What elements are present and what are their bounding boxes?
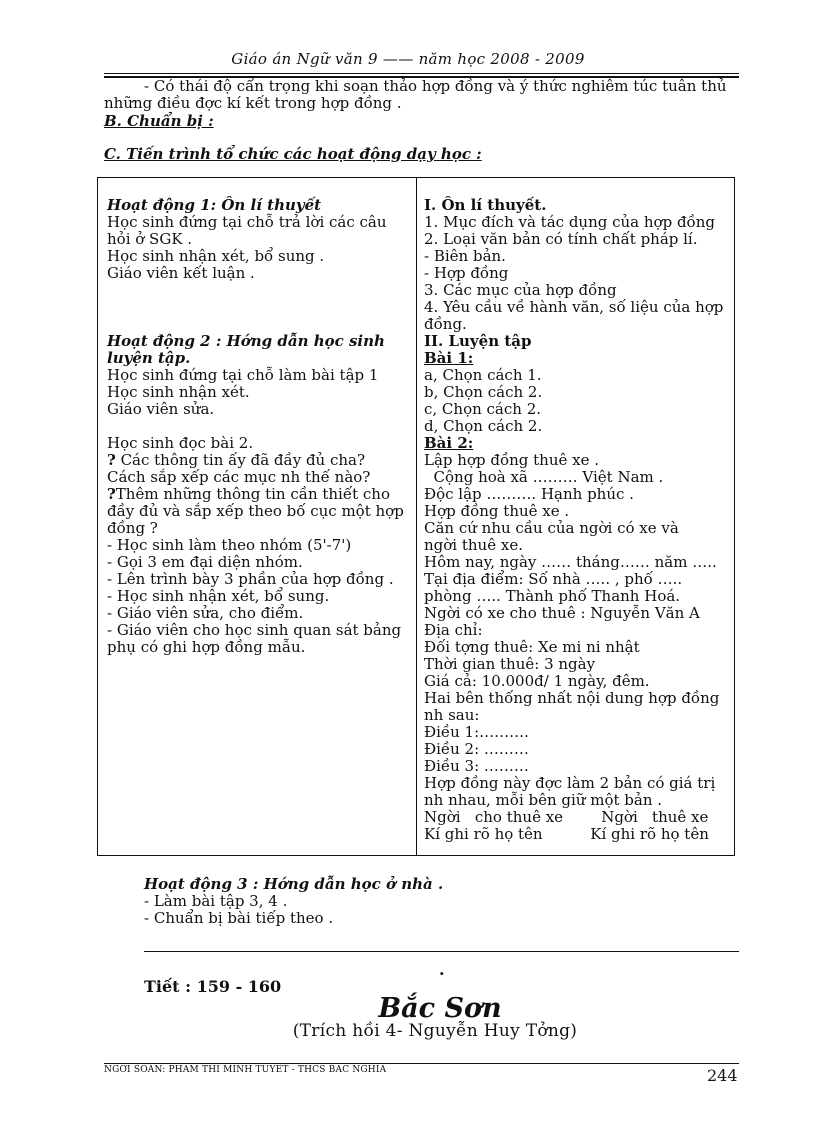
- list-item: 3. Các mục của hợp đồng: [424, 281, 617, 299]
- list-item: - Biên bản.: [424, 247, 506, 265]
- list-item: Giáo viên sửa.: [107, 400, 215, 418]
- separator-dot: .: [439, 960, 445, 979]
- footer-rule: [104, 1063, 739, 1064]
- list-item: [107, 418, 404, 435]
- list-item: Kí ghi rõ họ tên Kí ghi rõ họ tên: [424, 825, 709, 843]
- list-item: Đối tợng thuê: Xe mi ni nhật: [424, 638, 640, 656]
- list-item: d, Chọn cách 2.: [424, 417, 543, 435]
- header-rule: [104, 73, 739, 74]
- list-item: Địa chỉ:: [424, 621, 483, 639]
- activity-2-title-cont: luyện tập.: [107, 349, 191, 367]
- separator-rule: [144, 951, 739, 952]
- list-item: - Học sinh nhận xét, bổ sung.: [107, 587, 330, 605]
- list-item: ? Các thông tin ấy đã đầy đủ cha?: [107, 451, 366, 469]
- list-item: Hôm nay, ngày …… tháng…… năm …..: [424, 553, 717, 571]
- section-c-heading: C. Tiến trình tổ chức các hoạt động dạy học :: [104, 145, 482, 163]
- page-number: 244: [707, 1066, 738, 1085]
- activity-3-block: [144, 876, 443, 927]
- intro-line-2: những điều đợc kí kết trong hợp đồng .: [104, 94, 402, 112]
- intro-line-1: - Có thái độ cẩn trọng khi soạn thảo hợp đồng và ý thức nghiêm túc tuân thủ: [144, 77, 727, 95]
- list-item: - Học sinh làm theo nhóm (5'-7'): [107, 536, 352, 554]
- exercise-2-title: Bài 2:: [424, 434, 474, 452]
- list-item: Học sinh nhận xét, bổ sung .: [107, 247, 325, 265]
- list-item: Căn cứ nhu cầu của ngời có xe và: [424, 519, 679, 537]
- footer-author: NGỜI SOẠN: PHẠM THỊ MINH TUYẾT - THCS BẮC NGHĨA: [104, 1065, 387, 1073]
- list-item: hỏi ở SGK .: [107, 230, 193, 248]
- list-item: Tại địa điểm: Số nhà ….. , phố …..: [424, 570, 683, 588]
- list-item: nh sau:: [424, 706, 480, 724]
- list-item: Học sinh đứng tại chỗ làm bài tập 1: [107, 366, 379, 384]
- lesson-title: Bắc Sơn: [378, 993, 502, 1024]
- list-item: Hai bên thống nhất nội dung hợp đồng: [424, 689, 720, 707]
- list-item: 2. Loại văn bản có tính chất pháp lí.: [424, 230, 698, 248]
- exercise-1-title: Bài 1:: [424, 349, 474, 367]
- list-item: Học sinh đứng tại chỗ trả lời các câu: [107, 213, 387, 231]
- list-item: Học sinh đọc bài 2.: [107, 434, 254, 452]
- list-item: ?Thêm những thông tin cần thiết cho: [107, 485, 390, 503]
- list-item: - Làm bài tập 3, 4 .: [144, 892, 288, 910]
- list-item: Điều 2: ………: [424, 740, 529, 758]
- list-item: Ngời có xe cho thuê : Nguyễn Văn A: [424, 604, 700, 622]
- list-item: a, Chọn cách 1.: [424, 366, 542, 384]
- list-item: phòng ….. Thành phố Thanh Hoá.: [424, 587, 681, 605]
- list-item: Ngời cho thuê xe Ngời thuê xe: [424, 808, 709, 826]
- list-item: Giá cả: 10.000đ/ 1 ngày, đêm.: [424, 672, 650, 690]
- table-left-column: [107, 197, 387, 282]
- activity-1-title: Hoạt động 1: Ôn lí thuyết: [107, 196, 322, 214]
- activity-2-title: Hoạt động 2 : Hớng dẫn học sinh: [107, 332, 385, 350]
- list-item: đầy đủ và sắp xếp theo bố cục một hợp: [107, 502, 404, 520]
- table-left-column-activity-2: [107, 333, 404, 656]
- list-item: ngời thuê xe.: [424, 536, 523, 554]
- list-item: - Gọi 3 em đại diện nhóm.: [107, 553, 303, 571]
- list-item: 4. Yêu cầu về hành văn, số liệu của hợp: [424, 298, 724, 316]
- list-item: phụ có ghi hợp đồng mẫu.: [107, 638, 306, 656]
- list-item: đồng.: [424, 315, 467, 333]
- list-item: - Hợp đồng: [424, 264, 509, 282]
- list-item: - Lên trình bày 3 phần của hợp đồng .: [107, 570, 394, 588]
- list-item: Lập hợp đồng thuê xe .: [424, 451, 600, 469]
- list-item: Điều 3: ………: [424, 757, 529, 775]
- list-item: c, Chọn cách 2.: [424, 400, 542, 418]
- list-item: 1. Mục đích và tác dụng của hợp đồng: [424, 213, 715, 231]
- section-1-title: I. Ôn lí thuyết.: [424, 196, 547, 214]
- section-2-title: II. Luyện tập: [424, 332, 532, 350]
- list-item: Thời gian thuê: 3 ngày: [424, 655, 596, 673]
- page-header-title: Giáo án Ngữ văn 9 —— năm học 2008 - 2009: [231, 50, 585, 68]
- list-item: Hợp đồng thuê xe .: [424, 502, 570, 520]
- lesson-number: Tiết : 159 - 160: [144, 977, 282, 996]
- list-item: Cách sắp xếp các mục nh thế nào?: [107, 468, 371, 486]
- list-item: Học sinh nhận xét.: [107, 383, 250, 401]
- list-item: nh nhau, mỗi bên giữ một bản .: [424, 791, 663, 809]
- section-b-heading: B. Chuẩn bị :: [104, 112, 214, 130]
- list-item: - Giáo viên cho học sinh quan sát bảng: [107, 621, 402, 639]
- list-item: Giáo viên kết luận .: [107, 264, 255, 282]
- list-item: Độc lập ………. Hạnh phúc .: [424, 485, 634, 503]
- activity-3-title: Hoạt động 3 : Hớng dẫn học ở nhà .: [144, 875, 444, 893]
- list-item: đồng ?: [107, 519, 158, 537]
- list-item: - Giáo viên sửa, cho điểm.: [107, 604, 304, 622]
- lesson-subtitle: (Trích hồi 4- Nguyễn Huy Tởng): [292, 1021, 578, 1041]
- list-item: Hợp đồng này đợc làm 2 bản có giá trị: [424, 774, 716, 792]
- list-item: b, Chọn cách 2.: [424, 383, 543, 401]
- list-item: Cộng hoà xã ……… Việt Nam .: [424, 468, 664, 486]
- table-right-column: [424, 197, 723, 843]
- list-item: Điều 1:……….: [424, 723, 529, 741]
- list-item: - Chuẩn bị bài tiếp theo .: [144, 909, 334, 927]
